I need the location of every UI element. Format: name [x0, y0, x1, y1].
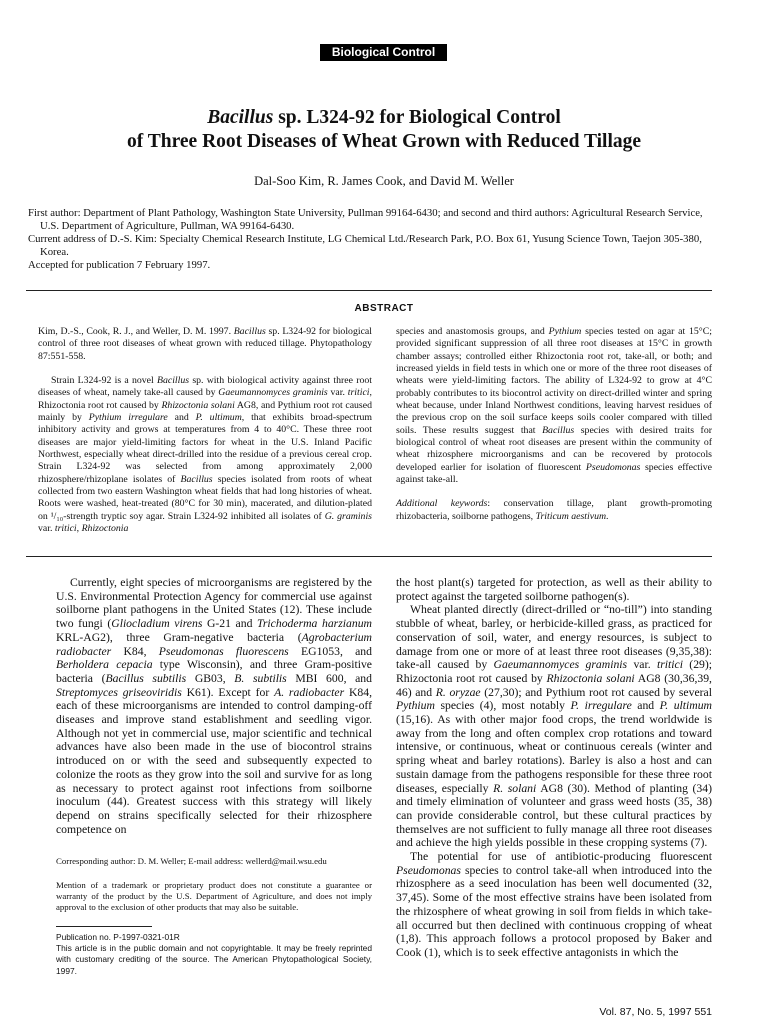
- title-line2: of Three Root Diseases of Wheat Grown with Reduced Tillage: [126, 131, 642, 152]
- body-paragraph-1-cont: the host plant(s) targeted for protection, as well as their ability to protect against the targeted soilborne pathogen(s).: [396, 576, 712, 603]
- rule-top: [26, 290, 712, 291]
- accepted-date: Accepted for publication 7 February 1997.: [28, 259, 211, 271]
- abstract-right-column: [396, 326, 712, 523]
- affiliation-current-address: Current address of D.-S. Kim: Specialty Chemical Research Institute, LG Chemical Ltd./Research Park, P.O. Box 61, Yusung Science Town, Taejon 305-380, Korea.: [28, 233, 702, 258]
- footnote-rule: [56, 926, 152, 927]
- publication-number: Publication no. P-1997-0321-01R: [56, 932, 180, 942]
- abstract-heading: ABSTRACT: [354, 303, 414, 314]
- citation: Kim, D.-S., Cook, R. J., and Weller, D. M. 1997. Bacillus sp. L324-92 for biological control of three root diseases of wheat grown with reduced tillage. Phytopathology 87:551-558.: [38, 326, 372, 362]
- abstract-paragraph-cont: species and anastomosis groups, and Pythium species tested on agar at 15°C; provided significant suppression of all three root diseases at 15°C in growth chamber assays; controlled either Rhizoctonia root rot, take-all, or both; and increased yields in field tests in which one or more of the three root diseases of wheats were yield-limiting factors. The ability of L324-92 to grow at 4°C probably contributes to its biocontrol activity on direct-drilled winter and spring wheat because, under Inland Northwest conditions, leaving harvest residues of the previous crop on the soil surface keeps soils cooler compared with tilled soils. These results suggest that Bacillus species with desired traits for biological control of wheat root diseases are present within the community of wheat rhizosphere microorganisms and can be recovered by protocols developed earlier for isolation of fluorescent Pseudomonas species effective against take-all.: [396, 326, 712, 486]
- affiliations: [28, 207, 716, 272]
- body-paragraph-3: The potential for use of antibiotic-producing fluorescent Pseudomonas species to control take-all when introduced into the rhizosphere as a seed inoculation has been well documented (32, 37,45). Some of the most effective strains have been isolated from the rhizosphere of wheat growing in soil from fields in which take-all occurred but then declined with continuous cropping of wheat (1,8). This approach follows a protocol proposed by Baker and Cook (1), which is to seek effective antagonists in which the: [396, 850, 712, 959]
- body-paragraph-2: Wheat planted directly (direct-drilled or “no-till”) into standing stubble of wheat, barley, or herbicide-killed grass, as practiced for conservation of soil, water, and energy resources, is subject to damage from one or more of at least three root diseases (9,35,38): take-all caused by Gaeumannomyces graminis var. tritici (29); Rhizoctonia root rot caused by Rhizoctonia solani AG8 (30,36,39, 46) and R. oryzae (27,30); and Pythium root rot caused by several Pythium species (4), most notably P. irregulare and P. ultimum (15,16). As with other major food crops, the trend worldwide is away from the long and often complex crop rotations and toward intensive, or continuous, wheat or continuous cereals (winter and spring wheat and barley rotations). Barley is also a host and can sustain damage from the pathogens responsible for these three root diseases, especially R. solani AG8 (30). Method of planting (34) and timely elimination of volunteer and grass weed hosts (35, 38) can provide considerable control, but these cultural practices by themselves are not sufficient to fully manage all three root diseases and achieve the high yields possible in these cropping systems (7).: [396, 603, 713, 850]
- abstract-paragraph: Strain L324-92 is a novel Bacillus sp. with biological activity against three root diseases of wheat, namely take-all caused by Gaeumannomyces graminis var. tritici, Rhizoctonia root rot caused by Rhizoctonia solani AG8, and Pythium root rot caused mainly by Pythium irregulare and P. ultimum, that exhibits broad-spectrum inhibitory activity and grows at temperatures from 4 to 40°C. These three root diseases are major yield-limiting factors for wheat in the U.S. Inland Pacific Northwest, especially wheat direct-drilled into the residue of a previous cereal crop. Strain L324-92 was selected from among approximately 2,000 rhizosphere/rhizoplane isolates of Bacillus species isolated from roots of wheat collected from two eastern Washington wheat fields that had long histories of wheat. Roots were washed, heat-treated (80°C for 30 min), macerated, and dilution-plated on ¹/₁₀-strength tryptic soy agar. Strain L324-92 inhibited all isolates of G. graminis var. tritici, Rhizoctonia: [38, 375, 372, 535]
- authors: Dal-Soo Kim, R. James Cook, and David M. Weller: [254, 174, 514, 188]
- page-folio: Vol. 87, No. 5, 1997 551: [599, 1006, 712, 1018]
- body-right-column: [396, 576, 712, 960]
- footnote-disclaimer: Mention of a trademark or proprietary product does not constitute a guarantee or warranty of the product by the U.S. Department of Agriculture, and does not imply approval to the exclusion of other products that may also be suitable.: [56, 880, 372, 913]
- footnote-corresponding: Corresponding author: D. M. Weller; E-mail address: wellerd@mail.wsu.edu: [56, 856, 327, 866]
- abstract-left-column: [38, 326, 372, 536]
- body-paragraph-1: Currently, eight species of microorganisms are registered by the U.S. Environmental Protection Agency for commercial use against soilborne plant pathogens in the United States (12). These include two fungi (Gliocladium virens G-21 and Trichoderma harzianum KRL-AG2), three Gram-negative bacteria (Agrobacterium radiobacter K84, Pseudomonas fluorescens EG1053, and Berholdera cepacia type Wisconsin), and three Gram-positive bacteria (Bacillus subtilis GB03, B. subtilis MBI 600, and Streptomyces griseoviridis K61). Except for A. radiobacter K84, each of these microorganisms are intended to control damping-off diseases and improve stand establishment and seedling vigor. Although not yet in commercial use, major scientific and technical advances have also been made in the use of biocontrol strains introduced on or with the seed and subsequently expected to colonize the roots as they grow into the soil and survive for as long as necessary to protect against root infections from soilborne inoculum (44). Greatest success with this strategy will likely depend on strains specifically selected for their rhizosphere competence on: [56, 576, 372, 836]
- section-label: Biological Control: [320, 44, 447, 61]
- rule-abstract-bottom: [26, 556, 712, 557]
- title-line1: sp. L324-92 for Biological Control: [273, 107, 561, 128]
- additional-keywords: Additional keywords: conservation tillage, plant growth-promoting rhizobacteria, soilborne pathogens, Triticum aestivum.: [396, 498, 712, 522]
- body-left-column: [56, 576, 372, 836]
- article-title: [40, 106, 728, 154]
- affiliation-authors: First author: Department of Plant Pathology, Washington State University, Pullman 99164-6430; and second and third authors: Agricultural Research Service, U.S. Department of Agriculture, Pullman, WA 99164-6430.: [28, 207, 703, 232]
- public-domain-notice: This article is in the public domain and not copyrightable. It may be freely reprinted with customary crediting of the source. The American Phytopathological Society, 1997.: [56, 943, 372, 976]
- title-genus: Bacillus: [207, 107, 274, 128]
- footnote-publication: [56, 932, 372, 977]
